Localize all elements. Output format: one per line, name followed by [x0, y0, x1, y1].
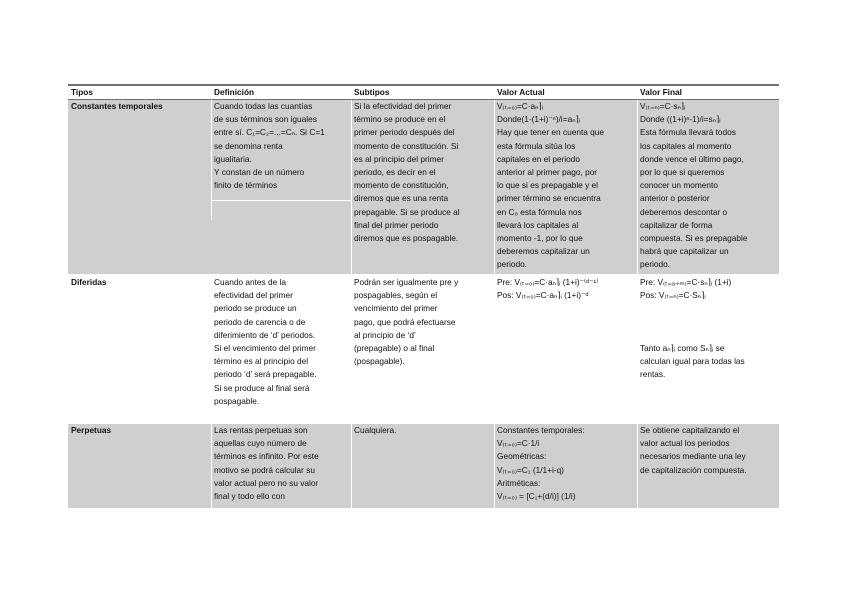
text-line: anterior o posterior [640, 193, 710, 204]
header-valor-actual: Valor Actual [497, 87, 545, 97]
cell-subtipos [354, 100, 460, 245]
text-line: deberemos descontar o [640, 206, 728, 217]
text-line: Cuando todas las cuantías [214, 101, 313, 111]
cell-tipo: Perpetuas [71, 425, 112, 435]
text-line: Y constan de un número [214, 167, 305, 178]
text-line: vencimiento del primer [354, 303, 438, 314]
cell-divider [351, 100, 352, 274]
text-line: final del primer periodo [354, 219, 439, 230]
cell-valor-final [640, 276, 745, 382]
text-line: los capitales al momento [640, 140, 732, 151]
text-line: Pos: V₍ₜ₌ₙ₎=C·Sₙ⌉ᵢ [640, 290, 706, 301]
text-line: se denomina renta [214, 140, 283, 151]
text-line: término es al principio del [214, 356, 309, 367]
text-line: periodo. [640, 259, 670, 270]
text-line: capitalizar de forma [640, 219, 713, 230]
text-line: rentas. [640, 369, 666, 380]
text-line: Si la efectividad del primer [354, 101, 452, 111]
text-line: periodo ‘d’ será prepagable. [214, 369, 317, 380]
cell-divider [351, 424, 352, 508]
text-line: Cuando antes de la [214, 277, 286, 287]
table-row-constantes [68, 100, 779, 274]
table-row-perpetuas [68, 424, 779, 508]
text-line: Tanto aₙ⌉ᵢ como Sₙ⌉ᵢ se [640, 343, 725, 354]
text-line: efectividad del primer [214, 290, 293, 301]
text-line: prepagable. Si se produce al [354, 206, 460, 217]
text-line: en C₀ esta fórmula nos [497, 206, 582, 217]
text-line: término se produce en el [354, 114, 446, 125]
text-line: Aritméticas: [497, 477, 541, 488]
text-line: momento de constitución. Si [354, 140, 459, 151]
cell-definicion [214, 424, 319, 503]
cell-valor-actual [497, 100, 604, 272]
text-line: Geométricas: [497, 451, 547, 462]
text-line [640, 302, 745, 315]
text-line: Si el vencimiento del primer [214, 343, 316, 354]
cell-divider [494, 100, 495, 274]
text-line: pospagables, según el [354, 290, 438, 301]
text-line: lo que si es prepagable y el [497, 180, 599, 191]
text-line: de capitalización compuesta. [640, 464, 747, 475]
text-line: Hay que tener en cuenta que [497, 127, 605, 138]
text-line: V₍ₜ₌₀₎=C·aₙ⌉ᵢ [497, 101, 543, 111]
cell-valor-actual [497, 424, 585, 503]
text-line: primer término se encuentra [497, 193, 601, 204]
text-line: periodo. [497, 259, 527, 270]
text-line: Donde(1-(1+i)⁻ⁿ)/i=aₙ⌉ᵢ [497, 114, 581, 125]
cell-divider [211, 424, 212, 508]
text-line: Constantes temporales: [497, 425, 585, 435]
text-line: (pospagable). [354, 356, 405, 367]
text-line: momento de constitución, [354, 180, 449, 191]
text-line: esta fórmula sitúa los [497, 140, 576, 151]
text-line: diremos que es una renta [354, 193, 449, 204]
text-line: anterior al primer pago, por [497, 167, 598, 178]
text-line: diferimiento de ‘d’ periodos. [214, 329, 316, 340]
text-line: Pre: V₍ₜ₌₀₎=C·aₙ⌉ᵢ (1+i)⁻⁽ᵈ⁻¹⁾ [497, 277, 599, 287]
text-line: Esta fórmula llevará todos [640, 127, 736, 138]
text-line: V₍ₜ₌₀₎=C·1/i [497, 438, 540, 449]
text-line: calculan igual para todas las [640, 356, 745, 367]
text-line: primer periodo después del [354, 127, 455, 138]
text-line: diremos que es pospagable. [354, 233, 459, 244]
cell-valor-actual [497, 276, 598, 302]
text-line: V₍ₜ₌₀₎ = [C₁+(d/i)] (1/i) [497, 491, 576, 502]
text-line: periodo se produce un [214, 303, 297, 314]
text-line: Donde ((1+i)ⁿ-1)/i=sₙ⌉ᵢ [640, 114, 721, 125]
cell-divider [211, 200, 351, 201]
text-line: necesarios mediante una ley [640, 451, 746, 462]
cell-divider [637, 424, 638, 508]
text-line [640, 316, 745, 329]
text-line: conocer un momento [640, 180, 718, 191]
text-line: capitales en el periodo [497, 153, 581, 164]
text-line: habrá que capitalizar un [640, 246, 729, 257]
text-line: periodo, es decir en el [354, 167, 436, 178]
text-line: de sus términos son iguales [214, 114, 317, 125]
header-subtipos: Subtipos [354, 87, 390, 97]
text-line: deberemos capitalizar un [497, 246, 590, 257]
text-line: momento -1, por lo que [497, 233, 583, 244]
header-definicion: Definición [214, 87, 255, 97]
cell-definicion [214, 100, 325, 192]
text-line: Las rentas perpetuas son [214, 425, 308, 435]
cell-valor-final [640, 100, 747, 272]
cell-divider [494, 424, 495, 508]
text-line: final y todo ello con [214, 491, 286, 502]
header-valor-final: Valor Final [640, 87, 682, 97]
cell-divider [211, 100, 212, 220]
cell-tipo: Constantes temporales [71, 101, 163, 111]
text-line: valor actual los periodos [640, 438, 730, 449]
cell-subtipos [354, 424, 396, 437]
text-line: V₍ₜ₌ₙ₎=C·sₙ⌉ᵢ [640, 101, 686, 111]
cell-tipo: Diferidas [71, 277, 107, 287]
text-line: valor actual pero no su valor [214, 477, 319, 488]
text-line: finito de términos [214, 180, 278, 191]
text-line: (prepagable) o al final [354, 343, 435, 354]
text-line: V₍ₜ₌₀₎=C₁ (1/1+i-q) [497, 464, 564, 475]
text-line [640, 329, 745, 342]
text-line: llevará los capitales al [497, 219, 579, 230]
text-line: pago, que podrá efectuarse [354, 316, 456, 327]
text-line: Pre: V₍ₜ₌ₐ₊ₘ₎=C·sₙ⌉ᵢ (1+i) [640, 277, 732, 287]
table-top-rule [68, 84, 779, 86]
cell-valor-final [640, 424, 747, 477]
text-line: Pos: V₍ₜ₌₀₎=C·aₙ⌉ᵢ (1+i)⁻ᵈ [497, 290, 589, 301]
text-line: Si se produce al final será [214, 382, 310, 393]
text-line: motivo se podrá calcular su [214, 464, 315, 475]
table-row-diferidas [68, 276, 779, 418]
text-line: donde vence el último pago, [640, 153, 744, 164]
text-line: es al principio del primer [354, 153, 444, 164]
text-line: igualitaria. [214, 153, 252, 164]
cell-definicion [214, 276, 317, 408]
cell-divider [637, 100, 638, 274]
text-line: por lo que si queremos [640, 167, 725, 178]
text-line: Se obtiene capitalizando el [640, 425, 740, 435]
text-line: periodo de carencia o de [214, 316, 306, 327]
text-line: aquellas cuyo número de [214, 438, 307, 449]
cell-subtipos [354, 276, 458, 368]
text-line: al principio de ‘d’ [354, 329, 416, 340]
text-line: compuesta. Si es prepagable [640, 233, 748, 244]
text-line: Cualquiera. [354, 425, 397, 435]
text-line: pospagable. [214, 395, 260, 406]
text-line: términos es infinito. Por este [214, 451, 319, 462]
text-line: Podrán ser igualmente pre y [354, 277, 459, 287]
text-line: entre sí. C₁=C₂=...=Cₙ. Si C=1 [214, 127, 325, 138]
header-tipos: Tipos [71, 87, 93, 97]
